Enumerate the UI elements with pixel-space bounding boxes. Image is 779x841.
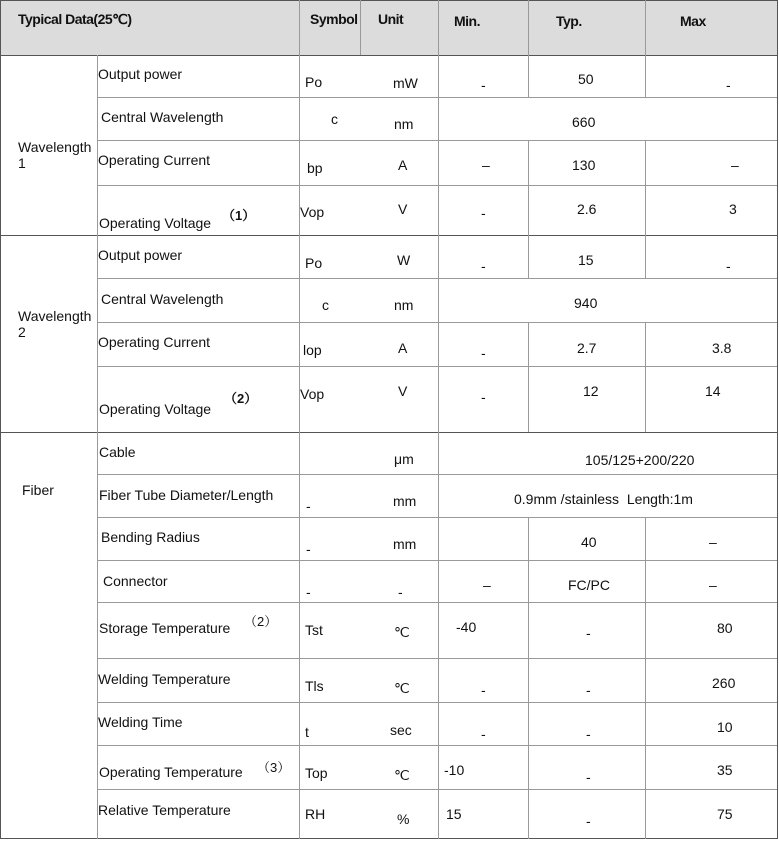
row-parameter: Connector [103, 573, 168, 589]
table-rule [360, 0, 361, 55]
table-rule [438, 0, 439, 839]
row-typ: 50 [578, 71, 594, 87]
row-typ: 2.6 [577, 201, 597, 217]
row-parameter: Operating Voltage [99, 215, 212, 231]
row-min: - [481, 345, 486, 361]
row-symbol: - [306, 498, 311, 514]
row-typ: 2.7 [577, 340, 597, 356]
footnote-marker: （2） [244, 614, 278, 629]
row-max: 75 [717, 806, 733, 822]
row-min: - [481, 77, 486, 93]
row-min: -40 [456, 619, 477, 635]
row-symbol: Vop [300, 204, 325, 220]
row-unit: % [397, 811, 410, 827]
footnote-marker: （1） [222, 208, 256, 223]
row-min: - [481, 726, 486, 742]
row-symbol: RH [305, 806, 326, 822]
row-min: – [483, 577, 491, 593]
row-symbol: Tst [305, 622, 323, 638]
row-min: - [481, 389, 486, 405]
row-spanned-value: 660 [572, 114, 596, 130]
row-unit: sec [390, 722, 412, 738]
row-parameter: Storage Temperature [99, 620, 231, 636]
row-symbol: - [306, 584, 311, 600]
row-max: – [731, 157, 739, 173]
row-symbol: bp [307, 160, 323, 176]
row-parameter: Output power [98, 66, 183, 82]
table-rule [645, 322, 646, 432]
row-symbol: Po [305, 255, 323, 271]
table-rule [0, 0, 778, 1]
row-parameter: Fiber Tube Diameter/Length [99, 487, 274, 503]
row-unit: ℃ [394, 767, 410, 783]
row-max: – [709, 577, 717, 593]
header-min: Min. [454, 13, 480, 29]
row-unit: mW [393, 75, 418, 91]
row-parameter: Operating Current [98, 152, 211, 168]
row-unit: nm [394, 116, 414, 132]
row-typ: FC/PC [568, 577, 610, 593]
header-typ: Typ. [556, 13, 582, 29]
row-symbol: Top [305, 765, 328, 781]
row-min: – [482, 157, 490, 173]
row-parameter: Welding Time [98, 714, 183, 730]
row-parameter: Bending Radius [101, 529, 200, 545]
row-max: - [726, 77, 731, 93]
row-unit: ℃ [394, 680, 410, 696]
row-parameter: Central Wavelength [101, 291, 224, 307]
table-rule [528, 517, 529, 839]
row-unit: - [398, 584, 403, 600]
row-symbol: c [322, 297, 329, 313]
row-unit: A [398, 157, 408, 173]
header-symbol: Symbol [310, 11, 358, 27]
row-unit: mm [393, 493, 417, 509]
row-typ: - [586, 625, 591, 641]
row-spanned-value: 940 [574, 295, 598, 311]
row-min: -10 [444, 762, 465, 778]
row-min: - [481, 682, 486, 698]
row-max: – [709, 534, 717, 550]
row-min: 15 [446, 806, 462, 822]
table-rule [528, 140, 529, 278]
table-rule [0, 0, 1, 839]
row-typ: - [586, 813, 591, 829]
row-spanned-value: 105/125+200/220 [585, 452, 695, 468]
row-parameter: Relative Temperature [98, 802, 231, 818]
row-symbol: t [305, 724, 309, 740]
row-min: - [481, 258, 486, 274]
footnote-marker: （2） [224, 391, 258, 406]
row-unit: V [398, 383, 408, 399]
header-typical-data: Typical Data(25℃) [18, 11, 132, 27]
row-parameter: Output power [98, 247, 183, 263]
row-parameter: Operating Temperature [99, 764, 243, 780]
table-rule [0, 235, 778, 236]
group-label-wavelength-2-number: 2 [18, 324, 26, 340]
row-max: 10 [717, 719, 733, 735]
row-typ: - [586, 682, 591, 698]
row-typ: 15 [578, 252, 594, 268]
row-parameter: Welding Temperature [98, 671, 231, 687]
table-rule [0, 55, 778, 56]
row-unit: A [398, 340, 408, 356]
table-rule [528, 0, 529, 97]
row-max: 3.8 [712, 340, 732, 356]
row-max: - [726, 258, 731, 274]
header-row-background [0, 0, 777, 55]
row-min: - [481, 205, 486, 221]
group-label-fiber: Fiber [22, 482, 54, 498]
table-rule [299, 0, 300, 839]
table-rule [645, 140, 646, 278]
row-parameter: Operating Voltage [99, 401, 212, 417]
header-unit: Unit [378, 11, 404, 27]
row-unit: μm [394, 451, 414, 467]
row-symbol: Vop [300, 386, 325, 402]
row-typ: 40 [581, 534, 597, 550]
group-label-wavelength-1: Wavelength [18, 139, 92, 155]
row-unit: W [397, 252, 411, 268]
footnote-marker: （3） [257, 760, 291, 775]
row-typ: - [586, 769, 591, 785]
row-symbol: Po [305, 74, 323, 90]
row-unit: nm [394, 297, 414, 313]
row-max: 35 [717, 762, 733, 778]
row-parameter: Operating Current [98, 334, 211, 350]
row-unit: V [398, 201, 408, 217]
row-max: 80 [717, 620, 733, 636]
row-typ: 130 [572, 157, 596, 173]
table-rule [645, 517, 646, 839]
table-rule [777, 0, 778, 839]
table-rule [0, 838, 778, 839]
row-max: 14 [705, 383, 721, 399]
row-symbol: - [306, 541, 311, 557]
row-typ: 12 [583, 383, 599, 399]
row-max: 3 [729, 201, 737, 217]
row-symbol: lop [303, 342, 322, 358]
table-rule [645, 0, 646, 97]
row-unit: mm [393, 536, 417, 552]
row-typ: - [586, 726, 591, 742]
row-parameter: Cable [99, 444, 136, 460]
row-spanned-value: 0.9mm /stainless Length:1m [514, 491, 693, 507]
row-symbol: c [331, 111, 338, 127]
row-max: 260 [712, 675, 736, 691]
table-rule [528, 322, 529, 432]
header-max: Max [680, 13, 706, 29]
row-unit: ℃ [394, 624, 410, 640]
table-rule [0, 432, 778, 433]
group-label-wavelength-1-number: 1 [18, 155, 26, 171]
row-symbol: Tls [305, 678, 324, 694]
group-label-wavelength-2: Wavelength [18, 308, 92, 324]
row-parameter: Central Wavelength [101, 109, 224, 125]
